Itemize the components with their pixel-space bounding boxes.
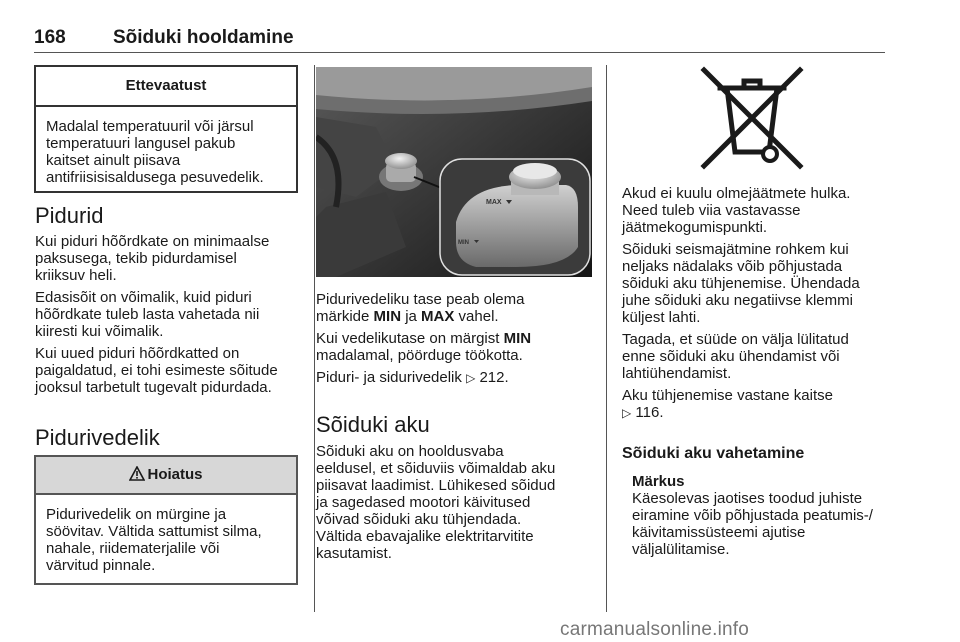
column-divider-left <box>314 65 315 612</box>
warning-box <box>34 455 298 585</box>
warning-text: Pidurivedelik on mürgine ja söövitav. Vältida sattumist silma, nahale, riidematerjalile või värvitud pinnale. <box>46 506 262 574</box>
cross-reference-link[interactable]: Piduri- ja sidurivedelik ▷ 212. <box>316 369 509 386</box>
brakes-heading: Pidurid <box>35 203 104 228</box>
arrow-icon: ▷ <box>466 371 476 385</box>
battery-text: Sõiduki aku on hooldusvaba eeldusel, et sõiduviis võimaldab aku piisavat laadimist. Lühikesed sõidud ja sagedased mootori käivitused võivad sõiduki aku tühjendada. Vältida ebavajalike elektritarvitite kasutamist. <box>316 443 556 562</box>
brakes-text: Kui piduri hõõrdkate on minimaalse paksusega, tekib pidurdamisel kriiksuv heli. Edasisõit on võimalik, kuid piduri hõõrdkate tuleb lasta vahetada nii kiiresti kui võimalik. Kui uued piduri hõõrdkatted on paigaldatud, ei tohi esimeste sõitude jooksul tarbetult tugevalt pidurdada. <box>35 233 278 396</box>
battery-heading: Sõiduki aku <box>316 412 430 437</box>
battery-disposal-text: Akud ei kuulu olmejäätmete hulka. Need tuleb viia vastavasse jäätmekogumispunkti. Sõiduki seismajätmine rohkem kui neljaks nädalaks võib põhjustada sõiduki aku tühjenemise. Ühendada juhe sõiduki aku negatiivse klemmi küljest lahti. Tagada, et süüde on välja lülitatud enne sõiduki aku ühendamist või lahtiühendamist. Aku tühjenemise vastane kaitse ▷ 116. <box>622 185 902 422</box>
battery-replacement-heading: Sõiduki aku vahetamine <box>622 445 805 462</box>
caution-box <box>34 65 298 193</box>
page-number: 168 <box>34 27 66 48</box>
min-mark-label: MIN <box>458 240 469 246</box>
header-divider <box>34 52 885 53</box>
crossed-out-bin-icon <box>700 66 804 170</box>
arrow-icon: ▷ <box>622 406 632 420</box>
engine-bay-illustration <box>316 67 592 277</box>
warning-header <box>36 457 296 495</box>
column-divider-right <box>606 65 607 612</box>
warning-triangle-icon <box>129 466 145 481</box>
brake-fluid-heading: Pidurivedelik <box>35 425 160 450</box>
caution-text: Madalal temperatuuril või järsul temperatuuri langusel pakub kaitset ainult piisava antifriisisisaldusega pesuvedelik. <box>46 118 264 186</box>
note-block: Märkus Käesolevas jaotises toodud juhiste eiramine võib põhjustada peatumis-/ käivitamissüsteemi ajutise väljalülitamise. <box>632 473 902 558</box>
brake-fluid-text: Pidurivedeliku tase peab olema märkide MIN ja MAX vahel. Kui vedelikutase on märgist MIN madalamal, pöörduge töökotta. Piduri- ja sidurivedelik ▷ 212. <box>316 291 601 387</box>
caution-title: Ettevaatust <box>36 67 296 107</box>
max-mark-label: MAX <box>486 199 502 206</box>
warning-title: Hoiatus <box>147 466 203 483</box>
note-title: Märkus <box>632 473 685 490</box>
cross-reference-link[interactable]: ▷ 116. <box>622 404 664 421</box>
page-title: Sõiduki hooldamine <box>113 27 294 48</box>
brake-fluid-reservoir-photo <box>316 67 592 277</box>
site-watermark: carmanualsonline.info <box>560 619 750 640</box>
